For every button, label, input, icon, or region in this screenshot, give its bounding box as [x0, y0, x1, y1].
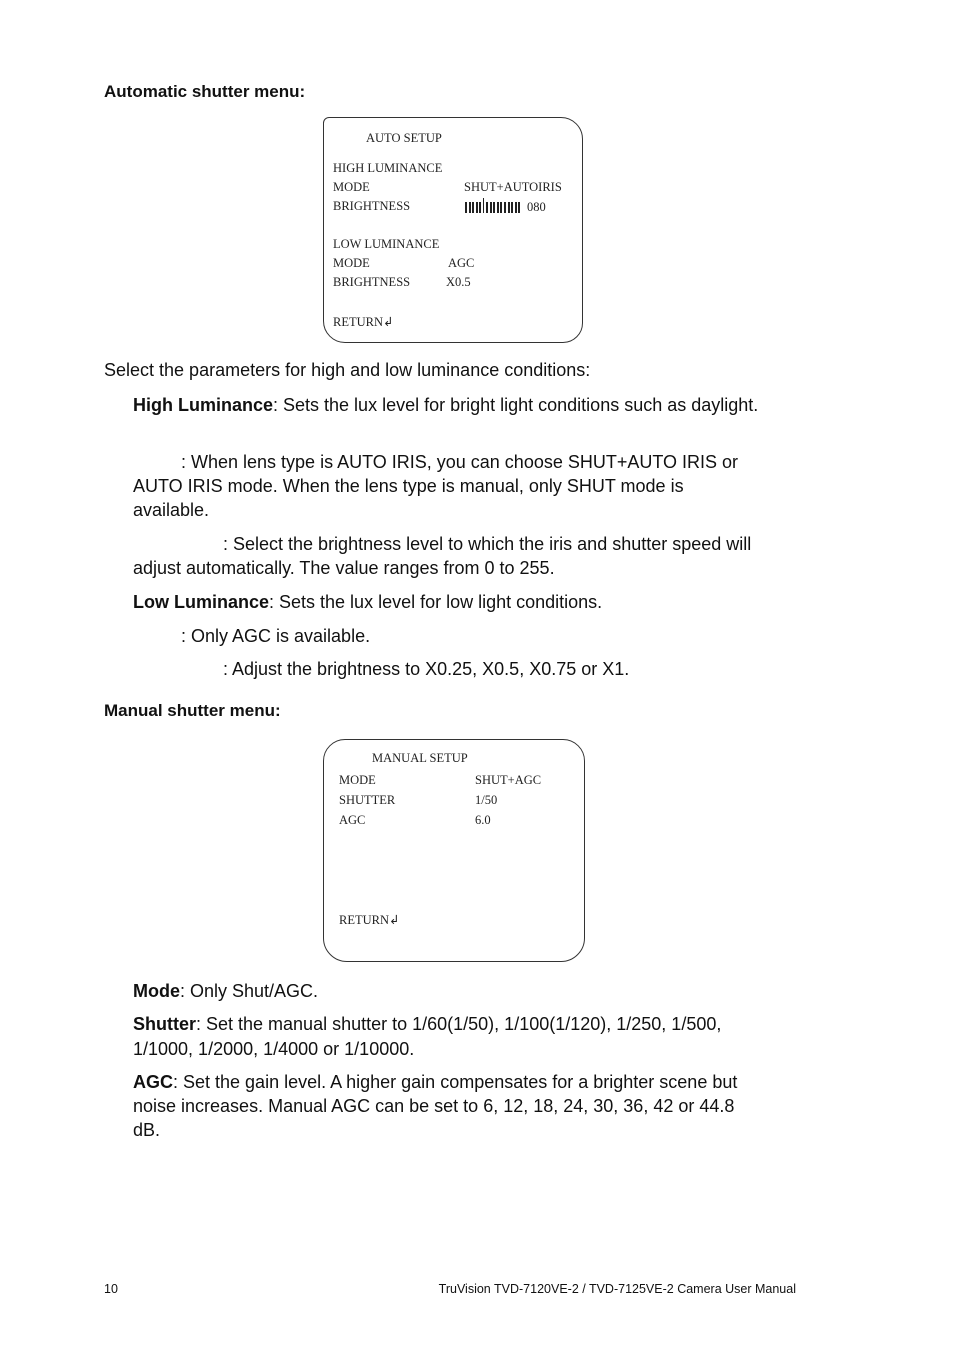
osd-shutter-value: 1/50: [475, 793, 498, 807]
high-mode-desc-line-3: available.: [133, 500, 210, 520]
osd-brightness-label: BRIGHTNESS: [333, 199, 411, 213]
brightness-tick: [504, 202, 506, 213]
shutter-desc-1: : Set the manual shutter to 1/60(1/50), 1/100(1/120), 1/250, 1/500,: [196, 1014, 722, 1034]
brightness-tick: [476, 202, 478, 213]
brightness-tick: [465, 202, 467, 213]
brightness-tick: [511, 202, 513, 213]
agc-paragraph-line-1: [133, 1070, 737, 1094]
low-luminance-term: Low Luminance: [133, 592, 270, 612]
brightness-tick: [479, 202, 481, 213]
low-luminance-desc: : Sets the lux level for low light conditions.: [269, 592, 603, 612]
high-luminance-term: High Luminance: [133, 395, 274, 415]
high-brightness-desc-line-2: adjust automatically. The value ranges from 0 to 255.: [133, 558, 555, 578]
high-brightness-desc-line-1: : Select the brightness level to which the iris and shutter speed will: [223, 534, 752, 554]
shutter-desc-line-2: 1/1000, 1/2000, 1/4000 or 1/10000.: [133, 1039, 415, 1059]
manual-mode-paragraph: [133, 979, 318, 1003]
osd-manual-mode-value: SHUT+AGC: [475, 773, 542, 787]
osd-agc-label: AGC: [339, 813, 366, 827]
high-luminance-desc: : Sets the lux level for bright light conditions such as daylight.: [273, 395, 759, 415]
high-mode-desc-line-2: AUTO IRIS mode. When the lens type is manual, only SHUT mode is: [133, 476, 684, 496]
osd-mode-label: MODE: [333, 180, 370, 194]
osd-manual-mode-label: MODE: [339, 773, 376, 787]
low-brightness-desc: : Adjust the brightness to X0.25, X0.5, X0.75 or X1.: [223, 659, 630, 679]
shutter-term: Shutter: [133, 1014, 196, 1034]
brightness-tick: [497, 202, 499, 213]
osd-low-luminance-header: LOW LUMINANCE: [333, 237, 440, 251]
osd-low-mode-value: AGC: [448, 256, 475, 270]
manual-shutter-heading: Manual shutter menu:: [104, 701, 281, 720]
osd-low-mode-label: MODE: [333, 256, 370, 270]
manual-setup-osd-figure: [323, 739, 585, 962]
high-luminance-paragraph: [133, 393, 793, 417]
osd-brightness-value: 080: [527, 200, 546, 214]
luminance-intro: Select the parameters for high and low luminance conditions:: [104, 360, 591, 380]
osd-manual-return: RETURN↲: [339, 913, 400, 927]
osd-high-luminance-header: HIGH LUMINANCE: [333, 161, 443, 175]
brightness-tick: [515, 202, 517, 213]
auto-shutter-heading: Automatic shutter menu:: [104, 82, 306, 101]
auto-setup-osd-figure: [323, 117, 583, 343]
manual-mode-term: Mode: [133, 981, 180, 1001]
osd-mode-value: SHUT+AUTOIRIS: [464, 180, 562, 194]
manual-mode-desc: : Only Shut/AGC.: [180, 981, 319, 1001]
shutter-paragraph-line-1: [133, 1012, 721, 1036]
high-mode-desc-line-1: : When lens type is AUTO IRIS, you can choose SHUT+AUTO IRIS or: [181, 452, 739, 472]
osd-title: AUTO SETUP: [366, 131, 442, 145]
brightness-marker: [483, 198, 485, 213]
brightness-tick: [486, 202, 488, 213]
osd-shutter-label: SHUTTER: [339, 793, 396, 807]
osd-return: RETURN↲: [333, 315, 394, 329]
low-luminance-paragraph: [133, 590, 602, 614]
low-mode-desc: : Only AGC is available.: [181, 626, 371, 646]
brightness-tick: [493, 202, 495, 213]
footer-title: TruVision TVD-7120VE-2 / TVD-7125VE-2 Camera User Manual: [438, 1282, 796, 1296]
osd-brightness-slider: [465, 200, 522, 213]
osd-agc-value: 6.0: [475, 813, 491, 827]
brightness-tick: [490, 202, 492, 213]
page-number: 10: [104, 1282, 118, 1296]
osd-low-brightness-label: BRIGHTNESS: [333, 275, 411, 289]
brightness-tick: [518, 202, 520, 213]
brightness-tick: [500, 202, 502, 213]
osd-manual-title: MANUAL SETUP: [372, 751, 468, 765]
osd-low-brightness-value: X0.5: [446, 275, 471, 289]
brightness-tick: [469, 202, 471, 213]
brightness-tick: [472, 202, 474, 213]
brightness-tick: [508, 202, 510, 213]
agc-desc-line-2: noise increases. Manual AGC can be set to 6, 12, 18, 24, 30, 36, 42 or 44.8: [133, 1096, 735, 1116]
agc-desc-line-3: dB.: [133, 1120, 161, 1140]
agc-term: AGC: [133, 1072, 173, 1092]
agc-desc-1: : Set the gain level. A higher gain compensates for a brighter scene but: [173, 1072, 738, 1092]
